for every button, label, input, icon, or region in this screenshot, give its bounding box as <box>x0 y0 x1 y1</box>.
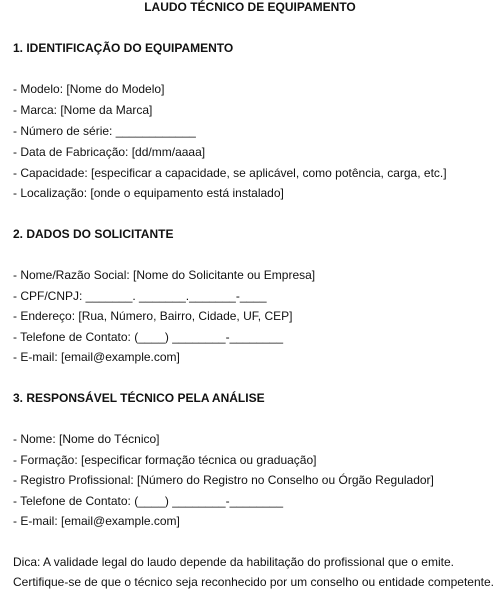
field-telefone-tecnico: - Telefone de Contato: (____) ________-________ <box>13 494 283 508</box>
field-registro-profissional: - Registro Profissional: [Número do Registro no Conselho ou Órgão Regulador] <box>13 473 434 487</box>
field-formacao: - Formação: [especificar formação técnica ou graduação] <box>13 453 317 467</box>
section-heading-solicitante: 2. DADOS DO SOLICITANTE <box>13 227 174 241</box>
field-marca: - Marca: [Nome da Marca] <box>13 103 153 117</box>
document-title: LAUDO TÉCNICO DE EQUIPAMENTO <box>144 0 356 14</box>
field-telefone-solicitante: - Telefone de Contato: (____) ________-________ <box>13 330 283 344</box>
field-data-fabricacao: - Data de Fabricação: [dd/mm/aaaa] <box>13 145 206 159</box>
field-email-tecnico: - E-mail: [email@example.com] <box>13 514 180 528</box>
field-nome-razao-social: - Nome/Razão Social: [Nome do Solicitante ou Empresa] <box>13 268 316 282</box>
field-localizacao: - Localização: [onde o equipamento está instalado] <box>13 186 284 200</box>
field-modelo: - Modelo: [Nome do Modelo] <box>13 82 165 96</box>
validity-note: Dica: A validade legal do laudo depende da habilitação do profissional que o emite. Certifique-se de que o técnico seja reconhecido por um conselho ou entidade competente. <box>13 555 494 589</box>
field-nome-tecnico: - Nome: [Nome do Técnico] <box>13 432 160 446</box>
field-cpf-cnpj: - CPF/CNPJ: _______. _______._______-____ <box>13 289 267 303</box>
field-email-solicitante: - E-mail: [email@example.com] <box>13 350 180 364</box>
field-numero-serie: - Número de série: ____________ <box>13 124 196 138</box>
section-heading-identificacao: 1. IDENTIFICAÇÃO DO EQUIPAMENTO <box>13 41 234 55</box>
field-endereco: - Endereço: [Rua, Número, Bairro, Cidade, UF, CEP] <box>13 309 293 323</box>
field-capacidade: - Capacidade: [especificar a capacidade, se aplicável, como potência, carga, etc.] <box>13 166 447 180</box>
section-heading-responsavel: 3. RESPONSÁVEL TÉCNICO PELA ANÁLISE <box>13 391 265 405</box>
